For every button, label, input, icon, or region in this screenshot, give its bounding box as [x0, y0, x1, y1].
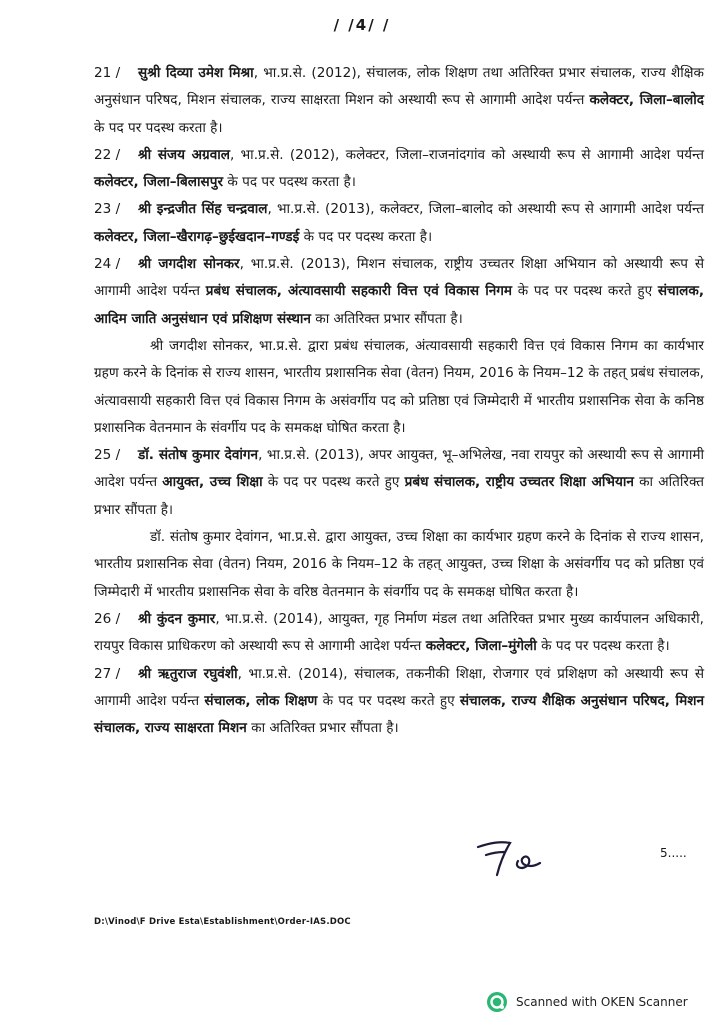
bold-text: संचालक, राज्य शैक्षिक अनुसंधान परिषद, मिशन संचालक, राज्य साक्षरता मिशन: [94, 692, 704, 737]
footer-file-path: D:\Vinod\F Drive Esta\Establishment\Order-IAS.DOC: [94, 917, 351, 927]
signature: [470, 837, 560, 881]
paragraph-number: 22 /: [94, 146, 121, 163]
paragraph-number: 26 /: [94, 610, 121, 627]
order-paragraph: [94, 442, 704, 524]
bold-text: कलेक्टर, जिला–बालोद: [589, 92, 704, 109]
order-paragraph: [94, 60, 704, 142]
order-paragraph: [94, 333, 704, 442]
paragraph-number: 21 /: [94, 65, 121, 81]
paragraph-text: का अतिरिक्त प्रभार सौंपता है।: [94, 474, 704, 518]
paragraph-text: के पद पर पदस्थ करते हुए: [317, 692, 460, 709]
paragraph-text: के पद पर पदस्थ करता है।: [536, 638, 670, 655]
paragraph-text: के पद पर पदस्थ करते हुए: [512, 283, 658, 300]
order-paragraph: [94, 606, 704, 661]
bold-text: श्री इन्द्रजीत सिंह चन्द्रवाल: [138, 201, 268, 218]
paragraph-text: , भा.प्र.से. (2014), आयुक्त, गृह निर्माण मंडल तथा अतिरिक्त प्रभार मुख्य कार्यपालन अधिकारी, रायपुर विकास प्राधिकरण को अस्थायी रूप से आगामी आदेश पर्यन्त: [94, 610, 704, 655]
order-paragraph: [94, 142, 704, 197]
oken-scanner-icon: [486, 991, 508, 1013]
paragraph-text: , भा.प्र.से. (2013), कलेक्टर, जिला–बालोद को अस्थायी रूप से आगामी आदेश पर्यन्त: [267, 201, 704, 218]
bold-text: डॉ. संतोष कुमार देवांगन: [138, 447, 259, 464]
paragraph-text: , भा.प्र.से. (2012), कलेक्टर, जिला–राजनांदगांव को अस्थायी रूप से आगामी आदेश पर्यन्त: [230, 146, 704, 163]
bold-text: संचालक, आदिम जाति अनुसंधान एवं प्रशिक्षण संस्थान: [94, 283, 704, 327]
bold-text: श्री ऋतुराज रघुवंशी: [138, 665, 238, 682]
scanner-text: Scanned with OKEN Scanner: [516, 995, 688, 1009]
paragraph-text: के पद पर पदस्थ करता है।: [223, 174, 356, 191]
bold-text: सुश्री दिव्या उमेश मिश्रा: [138, 65, 254, 81]
bold-text: प्रबंध संचालक, राष्ट्रीय उच्चतर शिक्षा अभियान: [404, 474, 634, 491]
paragraph-text: श्री जगदीश सोनकर, भा.प्र.से. द्वारा प्रबंध संचालक, अंत्यावसायी सहकारी वित्त एवं विकास निगम का कार्यभार ग्रहण करने के दिनांक से राज्य शासन, भारतीय प्रशासनिक सेवा (वेतन) नियम, 2016 के नियम–12 के तहत् प्रबंध संचालक, अंत्यावसायी सहकारी वित्त एवं विकास निगम के असंवर्गीय पद को प्रतिष्ठा एवं जिम्मेदारी में भारतीय प्रशासनिक सेवा के कनिष्ठ प्रशासनिक वेतनमान के संवर्गीय पद के समकक्ष घोषित करता है।: [94, 337, 704, 436]
order-paragraph: [94, 251, 704, 333]
order-paragraph: [94, 196, 704, 251]
bold-text: कलेक्टर, जिला–बिलासपुर: [94, 174, 224, 191]
order-paragraph: [94, 524, 704, 606]
paragraph-text: , भा.प्र.से. (2014), संचालक, तकनीकी शिक्षा, रोजगार एवं प्रशिक्षण को अस्थायी रूप से आगामी आदेश पर्यन्त: [94, 665, 705, 709]
paragraph-text: के पद पर पदस्थ करते हुए: [262, 474, 405, 491]
paragraph-text: के पद पर पदस्थ करता है।: [299, 228, 433, 245]
paragraph-text: का अतिरिक्त प्रभार सौंपता है।: [246, 720, 399, 737]
paragraph-number: 23 /: [94, 201, 121, 218]
paragraph-text: का अतिरिक्त प्रभार सौंपता है।: [310, 310, 463, 327]
bold-text: श्री कुंदन कुमार: [138, 610, 216, 627]
bold-text: कलेक्टर, जिला–मुंगेली: [425, 638, 537, 655]
continue-marker: 5.....: [660, 846, 687, 860]
bold-text: कलेक्टर, जिला–खैरागढ़–छुईखदान–गण्डई: [94, 228, 300, 245]
bold-text: संचालक, लोक शिक्षण: [204, 692, 318, 709]
paragraph-text: डॉ. संतोष कुमार देवांगन, भा.प्र.से. द्वारा आयुक्त, उच्च शिक्षा का कार्यभार ग्रहण करने के दिनांक से राज्य शासन, भारतीय प्रशासनिक सेवा (वेतन) नियम, 2016 के नियम–12 के तहत् आयुक्त, उच्च शिक्षा के असंवर्गीय पद को प्रतिष्ठा एवं जिम्मेदारी में भारतीय प्रशासनिक सेवा के वरिष्ठ वेतनमान के संवर्गीय पद के समकक्ष घोषित करता है।: [94, 529, 704, 600]
bold-text: श्री संजय अग्रवाल: [138, 146, 231, 163]
paragraph-number: 24 /: [94, 256, 121, 273]
paragraph-number: 27 /: [94, 665, 121, 682]
page-number: / /4/ /: [333, 16, 391, 34]
paragraph-text: , भा.प्र.से. (2012), संचालक, लोक शिक्षण तथा अतिरिक्त प्रभार संचालक, राज्य शैक्षिक अनुसंधान परिषद, मिशन संचालक, राज्य साक्षरता मिशन को अस्थायी रूप से आगामी आदेश पर्यन्त: [94, 65, 704, 109]
bold-text: श्री जगदीश सोनकर: [138, 256, 240, 273]
paragraph-text: , भा.प्र.से. (2013), अपर आयुक्त, भू–अभिलेख, नवा रायपुर को अस्थायी रूप से आगामी आदेश पर्यन्त: [94, 447, 705, 491]
bold-text: आयुक्त, उच्च शिक्षा: [162, 474, 263, 491]
paragraph-text: , भा.प्र.से. (2013), मिशन संचालक, राष्ट्रीय उच्चतर शिक्षा अभियान को अस्थायी रूप से आगामी आदेश पर्यन्त: [94, 256, 705, 300]
order-paragraph: [94, 661, 704, 743]
bold-text: प्रबंध संचालक, अंत्यावसायी सहकारी वित्त एवं विकास निगम: [205, 283, 513, 300]
scanner-watermark: [486, 991, 688, 1013]
order-body: [94, 60, 704, 742]
paragraph-number: 25 /: [94, 447, 121, 464]
paragraph-text: के पद पर पदस्थ करता है।: [94, 119, 223, 136]
